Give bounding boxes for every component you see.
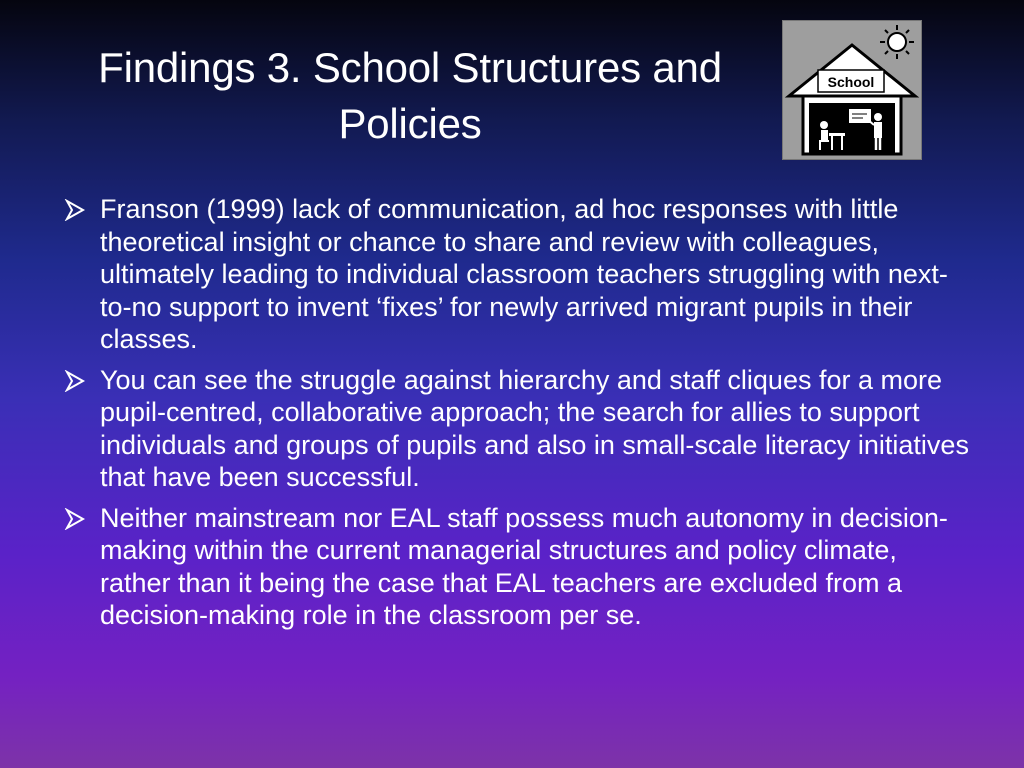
bullet-item [62,193,972,356]
bullet-text: Neither mainstream nor EAL staff possess much autonomy in decision-making within the current managerial structures and policy climate, rather than it being the case that EAL teachers are excluded from a decision-making role in the classroom per se. [100,502,948,630]
slide-title-line-1: Findings 3. School Structures and [98,44,722,91]
school-sign-text: School [827,74,875,90]
sun-icon [880,25,914,59]
arrow-bullet-icon [64,199,86,221]
arrow-bullet-icon [64,508,86,530]
slide-title [60,40,760,152]
bullet-text: You can see the struggle against hierarchy and staff cliques for a more pupil-centred, collaborative approach; the search for allies to support individuals and groups of pupils and also in small-scale literacy initiatives that have been successful. [100,364,969,492]
bullet-item [62,502,972,632]
arrow-bullet-icon [64,370,86,392]
school-house-icon [782,20,922,160]
slide-title-line-2: Policies [338,100,482,147]
bullet-item [62,364,972,494]
bullet-list [62,193,972,640]
bullet-text: Franson (1999) lack of communication, ad hoc responses with little theoretical insight or chance to share and review with colleagues, ultimately leading to individual classroom teachers struggling with next-to-no support to invent ‘fixes’ for newly arrived migrant pupils in their classes. [100,194,948,354]
